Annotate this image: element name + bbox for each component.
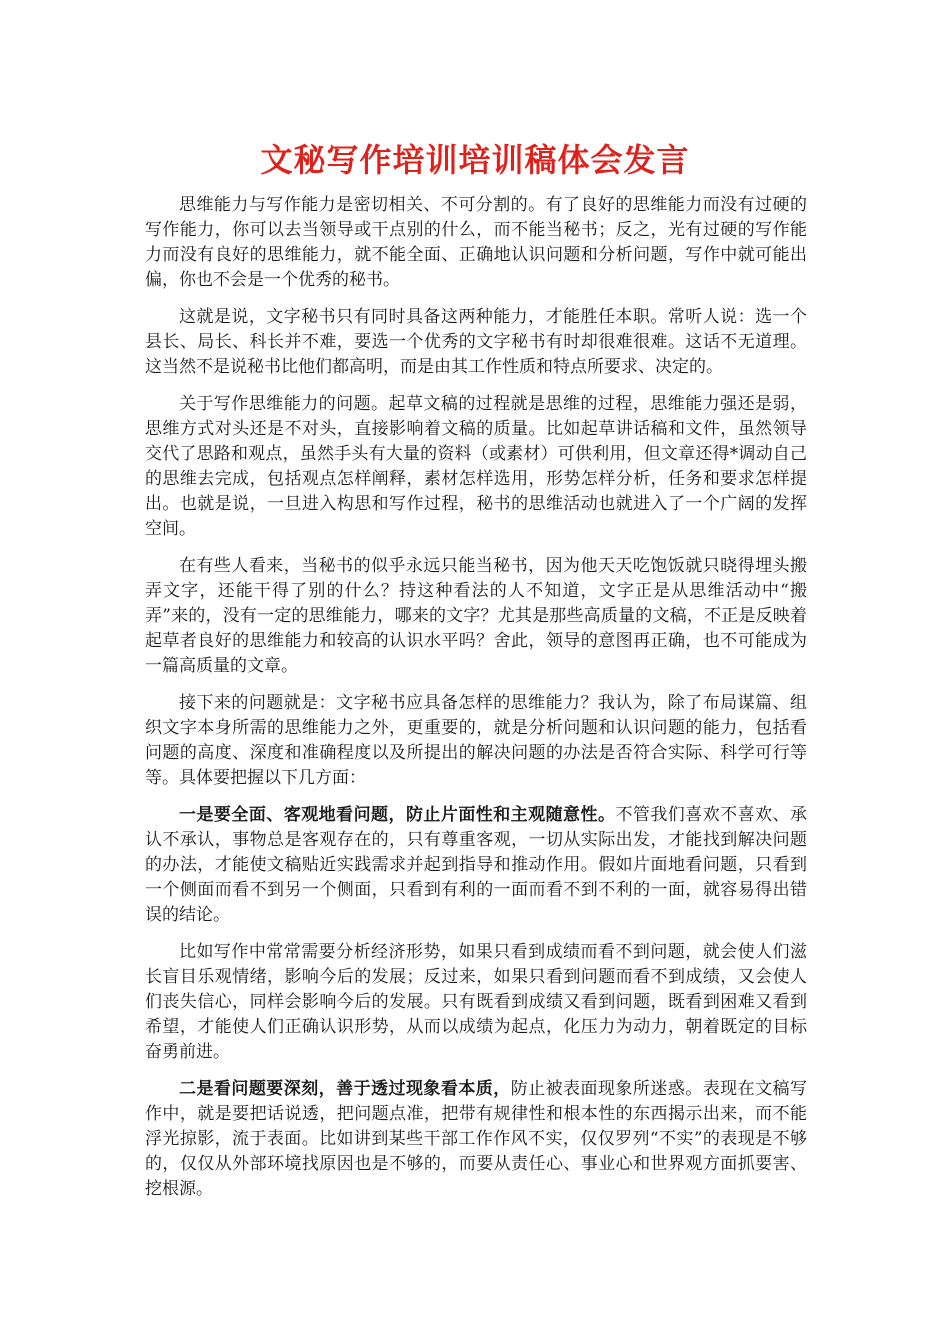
paragraph-text: 这就是说，文字秘书只有同时具备这两种能力，才能胜任本职。常听人说：选一个县长、局长、科长并不难，要选一个优秀的文字秘书有时却很难很难。这话不无道理。这当然不是说秘书比他们都高明，而是由其工作性质和特点所要求、决定的。 — [145, 307, 807, 377]
paragraph-3 — [145, 392, 807, 542]
document-body — [145, 193, 807, 1214]
paragraph-6 — [145, 803, 807, 928]
paragraph-lead: 一是要全面、客观地看问题，防止片面性和主观随意性。 — [179, 805, 616, 825]
paragraph-text: 不管我们喜欢不喜欢、承认不承认，事物总是客观存在的，只有尊重客观，一切从实际出发，才能找到解决问题的办法，才能使文稿贴近实践需求并起到指导和推动作用。假如片面地看问题，只看到一个侧面而看不到另一个侧面，只看到有利的一面而看不到不利的一面，就容易得出错误的结论。 — [145, 805, 808, 925]
document-title: 文秘写作培训培训稿体会发言 — [260, 141, 690, 179]
paragraph-text: 接下来的问题就是：文字秘书应具备怎样的思维能力？我认为，除了布局谋篇、组织文字本身所需的思维能力之外，更重要的，就是分析问题和认识问题的能力，包括看问题的高度、深度和准确程度以及所提出的解决问题的办法是否符合实际、科学可行等等。具体要把握以下几方面： — [145, 693, 807, 788]
paragraph-8 — [145, 1077, 807, 1202]
paragraph-text: 关于写作思维能力的问题。起草文稿的过程就是思维的过程，思维能力强还是弱，思维方式对头还是不对头，直接影响着文稿的质量。比如起草讲话稿和文件，虽然领导交代了思路和观点，虽然手头有大量的资料（或素材）可供利用，但文章还得*调动自己的思维去完成，包括观点怎样阐释，素材怎样选用，形势怎样分析，任务和要求怎样提出。也就是说，一旦进入构思和写作过程，秘书的思维活动也就进入了一个广阔的发挥空间。 — [145, 394, 807, 539]
paragraph-text: 思维能力与写作能力是密切相关、不可分割的。有了良好的思维能力而没有过硬的写作能力，你可以去当领导或干点别的什么，而不能当秘书；反之，光有过硬的写作能力而没有良好的思维能力，就不能全面、正确地认识问题和分析问题，写作中就可能出偏，你也不会是一个优秀的秘书。 — [145, 195, 807, 290]
paragraph-1 — [145, 193, 807, 293]
paragraph-2 — [145, 305, 807, 380]
paragraph-7 — [145, 940, 807, 1065]
paragraph-4 — [145, 554, 807, 679]
paragraph-text: 在有些人看来，当秘书的似乎永远只能当秘书，因为他天天吃饱饭就只晓得埋头搬弄文字，还能干得了别的什么？持这种看法的人不知道，文字正是从思维活动中“搬弄”来的，没有一定的思维能力，哪来的文字？尤其是那些高质量的文稿，不正是反映着起草者良好的思维能力和较高的认识水平吗？舍此，领导的意图再正确，也不可能成为一篇高质量的文章。 — [145, 556, 807, 676]
paragraph-text: 防止被表面现象所迷惑。表现在文稿写作中，就是要把话说透，把问题点准，把带有规律性和根本性的东西揭示出来，而不能浮光掠影，流于表面。比如讲到某些干部工作作风不实，仅仅罗列“不实”的表现是不够的，仅仅从外部环境找原因也是不够的，而要从责任心、事业心和世界观方面抓要害、挖根源。 — [145, 1079, 808, 1199]
paragraph-5 — [145, 691, 807, 791]
paragraph-text: 比如写作中常常需要分析经济形势，如果只看到成绩而看不到问题，就会使人们滋长盲目乐观情绪，影响今后的发展；反过来，如果只看到问题而看不到成绩，又会使人们丧失信心，同样会影响今后的发展。只有既看到成绩又看到问题，既看到困难又看到希望，才能使人们正确认识形势，从而以成绩为起点，化压力为动力，朝着既定的目标奋勇前进。 — [145, 942, 807, 1062]
paragraph-lead: 二是看问题要深刻，善于透过现象看本质， — [179, 1079, 511, 1099]
